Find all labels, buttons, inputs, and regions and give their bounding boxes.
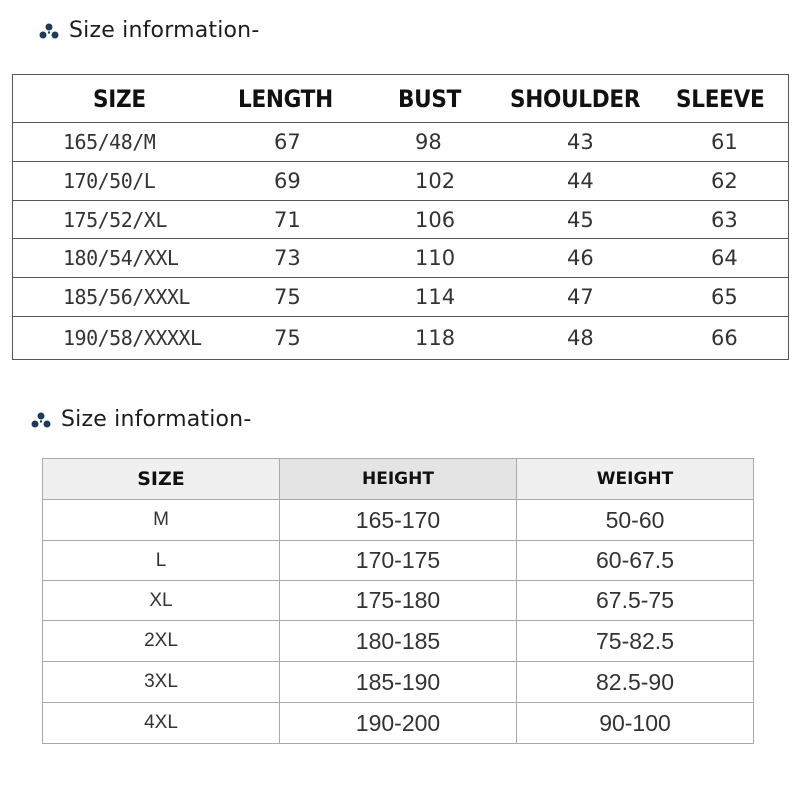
cell-size: M: [43, 500, 280, 540]
table-row: [43, 541, 753, 581]
cell-shoulder: 45: [567, 207, 594, 232]
header-length: LENGTH: [238, 84, 333, 113]
cell-length: 75: [274, 285, 301, 309]
cell-weight: 82.5-90: [595, 668, 674, 695]
cell-weight: 60-67.5: [595, 547, 674, 573]
cell-height: 185-190: [280, 662, 517, 702]
table-row: [13, 162, 788, 201]
header-sleeve: SLEEVE: [676, 84, 765, 113]
table-row: [43, 703, 753, 743]
table-row: [13, 201, 788, 239]
cell-weight: 50-60: [605, 506, 665, 533]
size-measurement-table: [12, 74, 789, 360]
table-header-row: [43, 459, 753, 500]
table-row: [13, 278, 788, 317]
cell-weight: 67.5-75: [595, 587, 674, 613]
cell-length: 73: [274, 246, 301, 270]
header-size: SIZE: [93, 84, 146, 113]
cell-sleeve: 65: [711, 285, 738, 309]
cell-size: 190/58/XXXXL: [63, 325, 202, 350]
cell-bust: 110: [415, 246, 456, 270]
cell-height: 180-185: [280, 621, 517, 661]
cell-length: 71: [274, 207, 301, 232]
cell-sleeve: 62: [711, 169, 738, 193]
height-weight-table: [42, 458, 754, 744]
cell-sleeve: 64: [711, 246, 738, 270]
table-row: [43, 621, 753, 662]
cell-sleeve: 63: [711, 207, 738, 232]
cell-size: XL: [43, 581, 280, 620]
cell-sleeve: 66: [711, 325, 738, 350]
cell-height: 170-175: [280, 541, 517, 580]
cell-height: 190-200: [280, 703, 517, 743]
cell-bust: 102: [415, 169, 456, 193]
cell-height: 165-170: [280, 500, 517, 540]
cell-size: 3XL: [43, 662, 280, 702]
cell-length: 67: [274, 130, 301, 154]
table-row: [43, 500, 753, 541]
cell-size: 2XL: [43, 621, 280, 661]
cell-shoulder: 46: [567, 246, 594, 270]
header-height: HEIGHT: [280, 459, 517, 499]
table-row: [43, 581, 753, 621]
cell-bust: 106: [415, 207, 456, 232]
cell-size: 170/50/L: [63, 169, 156, 193]
cell-shoulder: 48: [567, 325, 594, 350]
cell-bust: 114: [415, 285, 456, 309]
tri-dot-icon: [31, 412, 51, 428]
table-row: [43, 662, 753, 703]
cell-sleeve: 61: [711, 130, 738, 154]
cell-weight: 75-82.5: [595, 627, 674, 654]
table-row: [13, 239, 788, 278]
cell-size: 175/52/XL: [63, 207, 167, 232]
cell-weight: 90-100: [599, 709, 671, 736]
table-header-row: [13, 75, 788, 123]
header-shoulder: SHOULDER: [510, 84, 641, 113]
cell-bust: 118: [415, 325, 456, 350]
header-size: SIZE: [43, 459, 280, 499]
section-title-text: Size information-: [61, 407, 252, 432]
table-row: [13, 123, 788, 162]
tri-dot-icon: [39, 23, 59, 39]
header-bust: BUST: [398, 84, 462, 113]
cell-shoulder: 47: [567, 285, 594, 309]
section-title-1: [39, 18, 259, 43]
cell-length: 75: [274, 325, 301, 350]
section-title-text: Size information-: [69, 18, 260, 43]
cell-shoulder: 44: [567, 169, 594, 193]
cell-size: L: [43, 541, 280, 580]
cell-size: 4XL: [43, 703, 280, 743]
section-title-2: [31, 407, 251, 432]
header-weight: WEIGHT: [596, 469, 674, 489]
cell-size: 185/56/XXXL: [63, 285, 190, 309]
cell-bust: 98: [415, 130, 442, 154]
cell-shoulder: 43: [567, 130, 594, 154]
table-row: [13, 317, 788, 358]
cell-size: 165/48/M: [63, 130, 156, 154]
cell-length: 69: [274, 169, 301, 193]
cell-height: 175-180: [280, 581, 517, 620]
cell-size: 180/54/XXL: [63, 246, 179, 270]
